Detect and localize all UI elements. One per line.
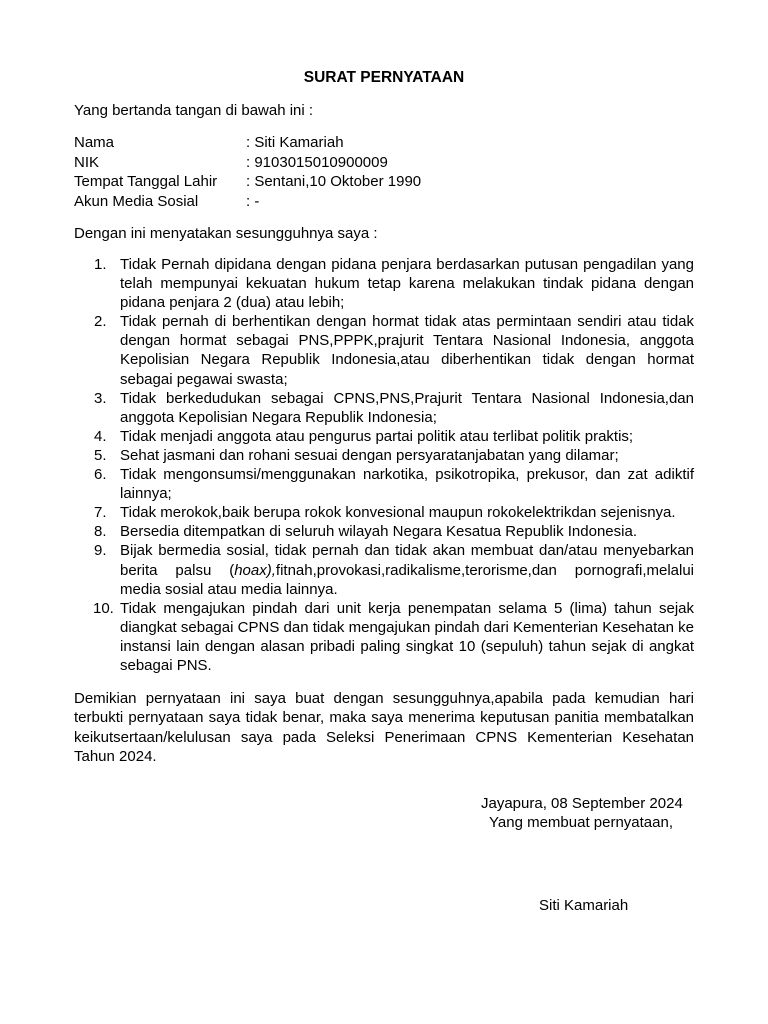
list-item [74,312,694,388]
identity-value: : - [246,192,260,210]
item-number: 1. [94,256,107,273]
maker-label: Yang membuat pernyataan, [489,814,674,831]
item-text: Tidak Pernah dipidana dengan pidana penjara berdasarkan putusan pengadilan yang telah mempunyai kekuatan hukum tetap karena melakukan tindak pidana dengan pidana penjara 2 (dua) atau lebih; [120,256,694,312]
item-text: Tidak menjadi anggota atau pengurus partai politik atau terlibat politik praktis; [120,427,634,445]
identity-value: : Siti Kamariah [246,134,344,151]
identity-label: Tempat Tanggal Lahir [74,173,218,190]
list-item [74,446,694,465]
item-number: 2. [94,313,107,331]
item-number: 10. [93,599,114,617]
list-item [74,255,694,312]
list-item [74,599,694,675]
list-item [74,522,694,541]
item-text: Tidak pernah di berhentikan dengan hormat tidak atas permintaan sendiri atau tidak dengan hormat sebagai PNS,PPPK,prajurit Tentara Nasional Indonesia, anggota Kepolisian Negara Republik Indonesia,atau diberhentikan tidak dengan hormat sebagai pegawai swasta; [120,313,694,388]
identity-row-nik [74,153,421,173]
item-text: Tidak berkedudukan sebagai CPNS,PNS,Prajurit Tentara Nasional Indonesia,dan anggota Kepolisian Negara Republik Indonesia; [120,389,694,426]
item-text: Tidak mengonsumsi/menggunakan narkotika, psikotropika, prekusor, dan zat adiktif lainnya; [120,466,694,503]
list-item [74,541,694,598]
item-number: 8. [94,523,107,541]
item-number: 5. [94,446,107,464]
item-number: 7. [94,504,107,522]
item-text: Tidak mengajukan pindah dari unit kerja penempatan selama 5 (lima) tahun sejak diangkat sebagai CPNS dan tidak mengajukan pindah dari Kementerian Kesehatan ke instansi lain dengan alasan pribadi paling singkat 10 (sepuluh) tahun sejak di angkat sebagai PNS. [120,599,694,674]
list-item [74,465,694,503]
item-number: 4. [94,427,107,445]
item-text: Tidak merokok,baik berupa rokok konvesional maupun rokokelektrikdan sejenisnya. [120,504,676,522]
item-number: 9. [94,542,107,560]
statement-list [74,255,694,675]
identity-value: : 9103015010900009 [246,153,388,171]
signer-name: Siti Kamariah [539,897,629,914]
document-title: SURAT PERNYATAAN [303,69,465,86]
list-item [74,503,694,522]
item-text-italic: hoax), [234,561,276,579]
identity-row-birth [74,172,421,192]
identity-label: Akun Media Sosial [74,192,199,210]
place-date: Jayapura, 08 September 2024 [481,795,683,812]
identity-block [74,133,421,211]
item-text-before: Bijak bermedia sosial, tidak pernah dan tidak akan membuat dan/atau menyebarkan berita palsu ( [120,542,694,579]
identity-label: Nama [74,134,115,151]
list-item [74,427,694,446]
item-text-after: fitnah,provokasi,radikalisme,terorisme,dan pornografi,melalui media sosial atau media lainnya. [120,561,695,598]
identity-label: NIK [74,153,100,171]
item-text: Bersedia ditempatkan di seluruh wilayah Negara Kesatua Republik Indonesia. [120,523,637,541]
item-text: Sehat jasmani dan rohani sesuai dengan persyaratanjabatan yang dilamar; [120,446,619,464]
identity-row-name [74,133,421,153]
list-item [74,389,694,427]
item-number: 6. [94,466,107,484]
closing-paragraph: Demikian pernyataan ini saya buat dengan sesungguhnya,apabila pada kemudian hari terbukti pernyataan saya tidak benar, maka saya menerima keputusan panitia membatalkan keikutsertaan/kelulusan saya pada Seleksi Penerimaan CPNS Kementerian Kesehatan Tahun 2024. [74,690,694,766]
identity-row-social [74,192,421,212]
item-number: 3. [94,389,107,407]
identity-value: : Sentani,10 Oktober 1990 [246,173,422,190]
statement-intro: Dengan ini menyatakan sesungguhnya saya : [74,225,378,242]
intro-text: Yang bertanda tangan di bawah ini : [74,102,314,119]
